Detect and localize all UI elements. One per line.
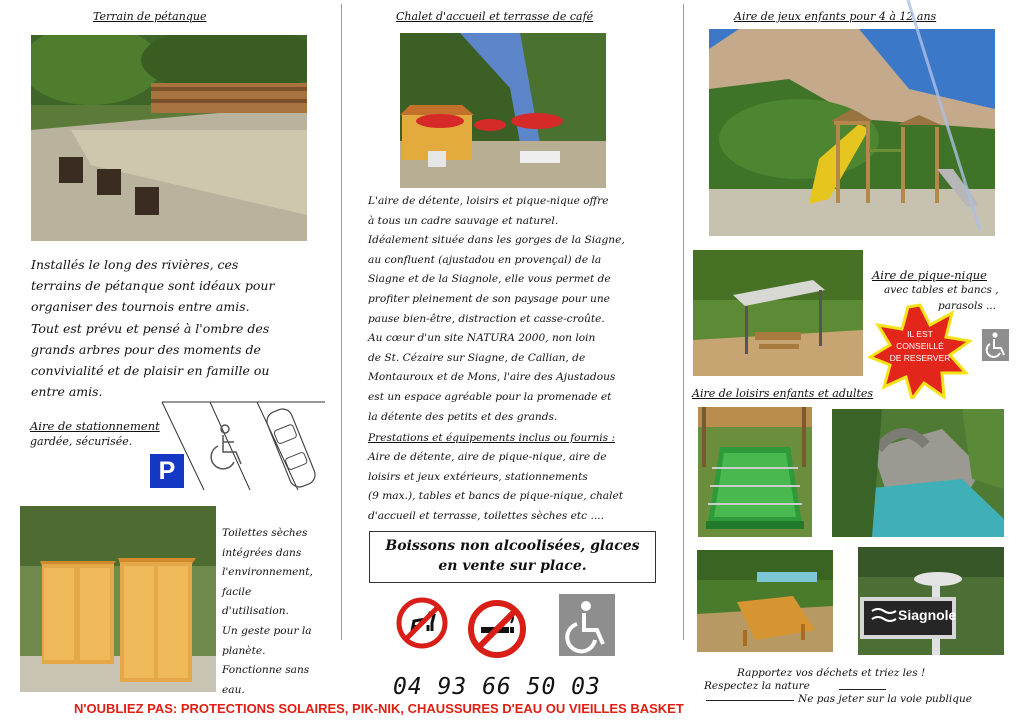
toilets-line: l'environnement, (222, 566, 313, 579)
badge-line: DE RESERVER (889, 353, 951, 363)
picnic-title: Aire de pique-nique (872, 268, 987, 282)
badge-line: IL EST (907, 329, 933, 339)
waste-rule-2 (706, 700, 794, 701)
waste-line-3: Ne pas jeter sur la voie publique (798, 693, 972, 705)
picnic-line: avec tables et bancs , (884, 284, 999, 296)
petanque-line: Installés le long des rivières, ces (31, 257, 239, 272)
waste-rule-1 (839, 689, 886, 690)
description-line: est un espace agréable pour la promenade et (368, 390, 612, 403)
drinks-box (369, 531, 656, 583)
picnic-photo (693, 250, 863, 376)
petanque-line: entre amis. (31, 384, 103, 400)
footer-reminder: N'OUBLIEZ PAS: PROTECTIONS SOLAIRES, PIK-NIK, CHAUSSURES D'EAU OU VIEILLES BASKET (74, 701, 684, 716)
petanque-title: Terrain de pétanque (93, 10, 207, 23)
car-icon (266, 402, 316, 494)
no-dogs-icon (396, 597, 448, 649)
gorge-photo (832, 409, 1004, 537)
accessibility-icon (559, 594, 615, 656)
petanque-line: grands arbres pour des moments de (31, 341, 261, 357)
services-line: d'accueil et terrasse, toilettes sèches etc .... (368, 509, 604, 522)
services-title: Prestations et équipements inclus ou fournis : (368, 432, 616, 444)
drinks-line: Boissons non alcoolisées, glaces (385, 538, 640, 554)
badge-line: CONSEILLÉ (896, 341, 944, 351)
wheelchair-icon (206, 424, 250, 470)
column-divider-right (683, 4, 684, 640)
toilets-line: Toilettes sèches (222, 527, 308, 539)
no-smoking-icon (467, 599, 527, 659)
description-line: profiter pleinement de son paysage pour une (368, 292, 610, 305)
description-line: Idéalement située dans les gorges de la Siagne, (368, 234, 625, 247)
services-text (368, 448, 668, 526)
parking-subtitle: gardée, sécurisée. (30, 435, 133, 448)
toilets-photo (20, 506, 216, 692)
services-line: (9 max.), tables et bancs de pique-nique, chalet (368, 490, 624, 503)
playground-title: Aire de jeux enfants pour 4 à 12 ans (734, 10, 937, 23)
description-line: la détente des petits et des grands. (368, 410, 558, 423)
description-line: Montauroux et de Mons, l'aire des Ajustadous (368, 371, 616, 384)
sign-text: Siagnole (898, 607, 957, 623)
petanque-line: Tout est prévu et pensé à l'ombre des (31, 320, 270, 336)
foosball-photo (698, 407, 812, 537)
toilets-line: Fonctionne sans (222, 664, 310, 677)
toilets-line: facile (222, 585, 252, 598)
petanque-line: organiser des tournois entre amis. (31, 299, 250, 315)
leisure-title: Aire de loisirs enfants et adultes (692, 387, 874, 400)
toilets-line: d'utilisation. (222, 605, 289, 618)
petanque-line: terrains de pétanque sont idéaux pour (31, 278, 275, 294)
description-text (368, 192, 668, 427)
services-line: Aire de détente, aire de pique-nique, aire de (368, 451, 607, 463)
picnic-line: parasols ... (938, 300, 997, 312)
description-line: au confluent (ajustadou en provençal) de la (368, 253, 602, 266)
petanque-photo (31, 35, 307, 241)
description-line: Au cœur d'un site NATURA 2000, non loin (368, 332, 596, 345)
description-line: pause bien-être, distraction et casse-croûte. (368, 312, 605, 325)
waste-line-1: Rapportez vos déchets et triez les ! (737, 667, 926, 679)
phone-number: 04 93 66 50 03 (393, 674, 601, 700)
accessibility-icon-small (982, 329, 1009, 361)
description-line: de St. Cézaire sur Siagne, de Callian, de (368, 351, 586, 364)
parking-title: Aire de stationnement (30, 419, 160, 433)
toilets-line: intégrées dans (222, 546, 302, 559)
toilets-text (222, 524, 338, 700)
reservation-badge (868, 303, 972, 399)
services-line: loisirs et jeux extérieurs, stationnements (368, 470, 588, 483)
description-line: L'aire de détente, loisirs et pique-nique offre (368, 195, 609, 207)
siagnole-sign-photo (858, 547, 1004, 655)
column-divider-left (341, 4, 342, 640)
petanque-text (31, 254, 331, 402)
picnic-tables-photo (697, 550, 833, 652)
chalet-photo (400, 33, 606, 188)
toilets-line: eau. (222, 683, 245, 696)
petanque-line: convivialité et de plaisir en famille ou (31, 363, 270, 379)
waste-line-2: Respectez la nature (704, 680, 810, 692)
description-line: Siagne et de la Siagnole, elle vous permet de (368, 273, 611, 286)
toilets-line: planète. (222, 644, 266, 657)
description-line: à tous un cadre sauvage et naturel. (368, 214, 559, 227)
toilets-line: Un geste pour la (222, 624, 312, 637)
parking-sign: P (150, 454, 184, 488)
light-streak (900, 0, 990, 240)
drinks-line: en vente sur place. (438, 558, 587, 574)
chalet-title: Chalet d'accueil et terrasse de café (396, 10, 594, 23)
